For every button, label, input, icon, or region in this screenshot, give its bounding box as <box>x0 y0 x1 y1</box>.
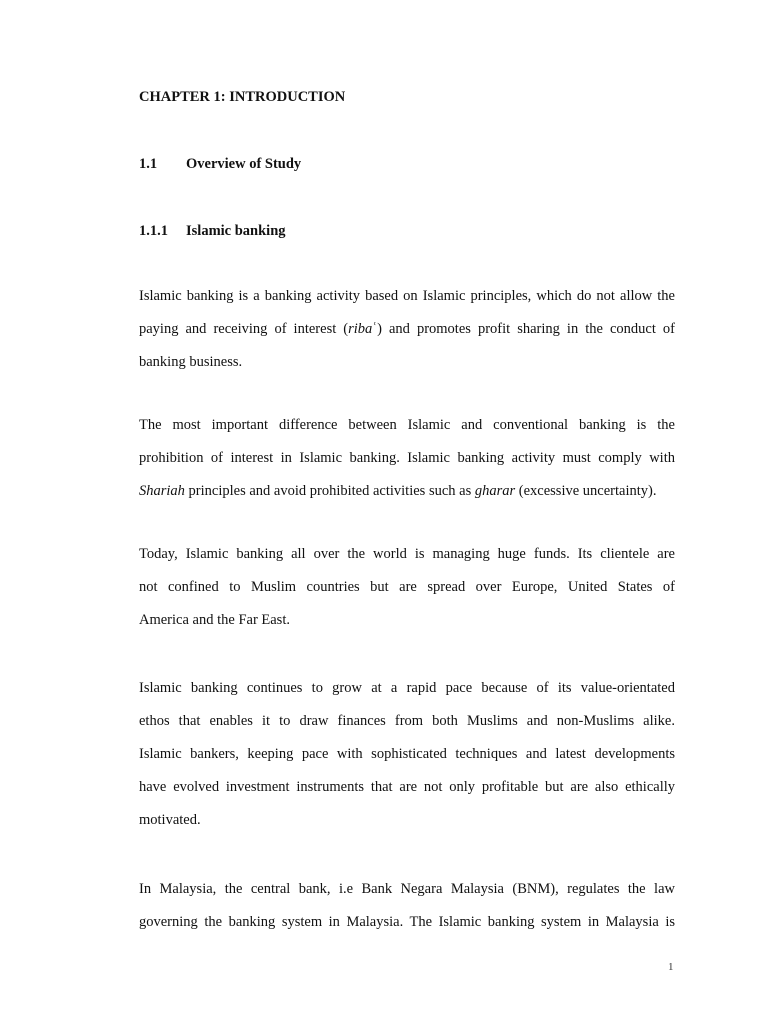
section-heading <box>139 157 301 172</box>
subsection-heading <box>139 224 286 239</box>
paragraph-line: prohibition of interest in Islamic banking. Islamic banking activity must comply with <box>139 450 675 466</box>
shariah-term: Shariah <box>139 483 185 499</box>
paragraph-line: The most important difference between Islamic and conventional banking is the <box>139 417 675 433</box>
paragraph-line: not confined to Muslim countries but are spread over Europe, United States of <box>139 579 675 595</box>
paragraph-line: paying and receiving of interest (ribaʿ) and promotes profit sharing in the conduct of <box>139 321 675 337</box>
paragraph-5 <box>139 873 675 939</box>
paragraph-line: Islamic bankers, keeping pace with sophisticated techniques and latest developments <box>139 746 675 762</box>
paragraph-line: motivated. <box>139 812 201 828</box>
subsection-title: Islamic banking <box>186 223 286 239</box>
riba-term: riba <box>348 321 373 337</box>
paragraph-line: America and the Far East. <box>139 612 290 628</box>
paragraph-line: In Malaysia, the central bank, i.e Bank Negara Malaysia (BNM), regulates the law <box>139 881 675 897</box>
chapter-title: CHAPTER 1: INTRODUCTION <box>139 89 346 105</box>
paragraph-2 <box>139 409 675 508</box>
section-title: Overview of Study <box>186 156 302 172</box>
paragraph-line: have evolved investment instruments that are not only profitable but are also ethically <box>139 779 675 795</box>
gharar-term: gharar <box>474 483 516 499</box>
paragraph-line: ethos that enables it to draw finances from both Muslims and non-Muslims alike. <box>139 713 675 729</box>
paragraph-line: Islamic banking is a banking activity based on Islamic principles, which do not allow the <box>139 288 675 304</box>
paragraph-3 <box>139 538 675 637</box>
section-number: 1.1 <box>139 156 158 172</box>
paragraph-line: Islamic banking continues to grow at a rapid pace because of its value-orientated <box>139 680 675 696</box>
page-number: 1 <box>668 961 674 973</box>
paragraph-line: Today, Islamic banking all over the world is managing huge funds. Its clientele are <box>139 546 675 562</box>
paragraph-1 <box>139 280 675 379</box>
paragraph-line: banking business. <box>139 354 243 370</box>
subsection-number: 1.1.1 <box>139 223 168 239</box>
paragraph-4 <box>139 672 675 837</box>
paragraph-line: Shariah principles and avoid prohibited activities such as gharar (excessive uncertainty). <box>139 483 657 499</box>
paragraph-line: governing the banking system in Malaysia. The Islamic banking system in Malaysia is <box>139 914 675 930</box>
